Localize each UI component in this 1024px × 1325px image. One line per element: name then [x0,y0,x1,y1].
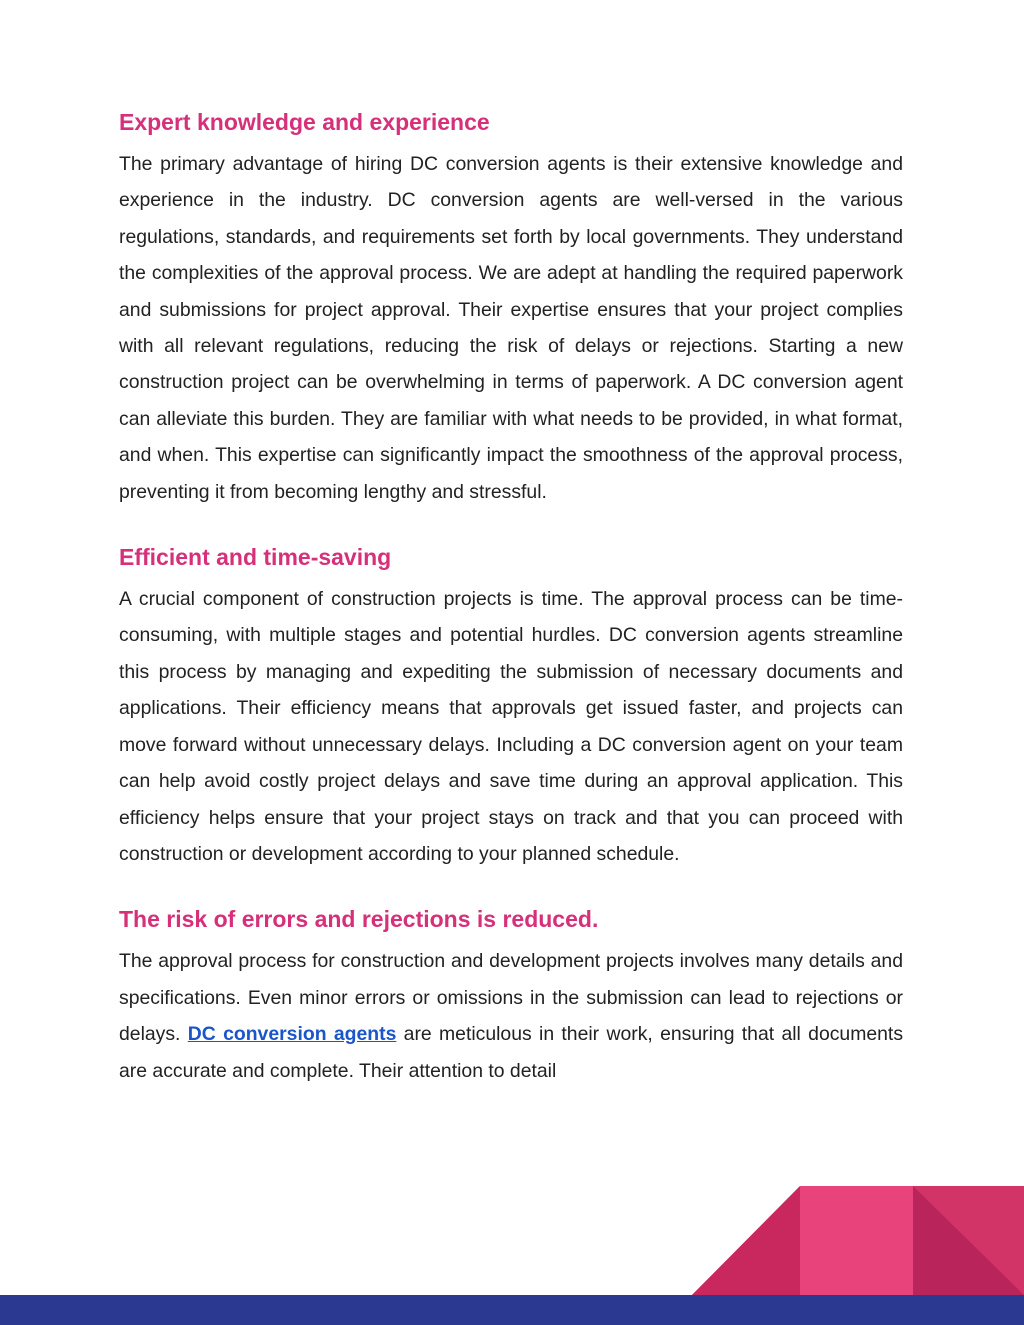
corner-dark-triangle [692,1186,800,1295]
section-heading-risk-reduced: The risk of errors and rejections is reduced. [119,906,599,933]
body-text-before-link: The approval process for construction and development projects involves many details and specifications. Even minor errors or omissions in the submission can lead to rejections or delays. [119,950,903,1046]
section-body-efficient: A crucial component of construction projects is time. The approval process can be time-consuming, with multiple stages and potential hurdles. DC conversion agents streamline this process by managing and expediting the submission of necessary documents and applications. Their efficiency means that approvals get issued faster, and projects can move forward without unnecessary delays. Including a DC conversion agent on your team can help avoid costly project delays and save time during an approval application. This efficiency helps ensure that your project stays on track and that you can proceed with construction or development according to your planned schedule. [119,588,903,865]
section-heading-expert-knowledge: Expert knowledge and experience [119,109,490,135]
section-heading-efficient: Efficient and time-saving [119,544,392,571]
body-text-after-link: are meticulous in their work, ensuring that all documents are accurate and complete. Their attention to detail [119,1023,904,1082]
dc-conversion-agents-link[interactable]: DC conversion agents [187,1023,397,1046]
footer-bar [0,1295,1024,1325]
section-body-expert-knowledge: The primary advantage of hiring DC conversion agents is their extensive knowledge and experience in the industry. DC conversion agents are well-versed in the various regulations, standards, and requirements set forth by local governments. They understand the complexities of the approval process. We are adept at handling the required paperwork and submissions for project approval. Their expertise ensures that your project complies with all relevant regulations, reducing the risk of delays or rejections. Starting a new construction project can be overwhelming in terms of paperwork. A DC conversion agent can alleviate this burden. They are familiar with what needs to be provided, in what format, and when. This expertise can significantly impact the smoothness of the approval process, preventing it from becoming lengthy and stressful. [119,153,903,503]
